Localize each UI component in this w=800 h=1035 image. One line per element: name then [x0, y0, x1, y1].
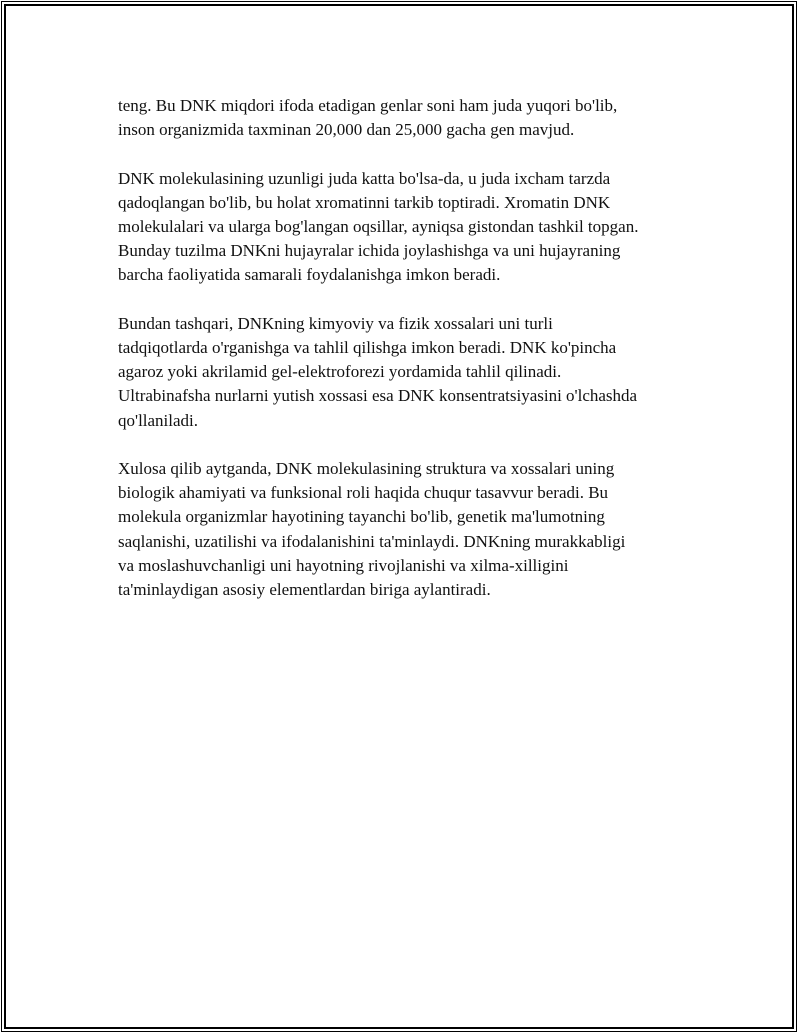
- paragraph-2: DNK molekulasining uzunligi juda katta bo'lsa-da, u juda ixcham tarzda qadoqlangan bo'lib, bu holat xromatinni tarkib toptiradi. Xromatin DNK molekulalari va ularga bog'langan oqsillar, ayniqsa gistondan tashkil topgan. Bunday tuzilma DNKni hujayralar ichida joylashishga va uni hujayraning barcha faoliyatida samarali foydalanishga imkon beradi.: [118, 168, 639, 285]
- paragraph-1: teng. Bu DNK miqdori ifoda etadigan genlar soni ham juda yuqori bo'lib, inson organizmida taxminan 20,000 dan 25,000 gacha gen mavjud.: [118, 96, 618, 140]
- paragraph-4: Xulosa qilib aytganda, DNK molekulasining struktura va xossalari uning biologik ahamiyati va funksional roli haqida chuqur tasavvur beradi. Bu molekula organizmlar hayotining tayanchi bo'lib, genetik ma'lumotning saqlanishi, uzatilishi va ifodalanishini ta'minlaydi. DNKning murakkabligi va moslashuvchanligi uni hayotning rivojlanishi va xilma-xilligini ta'minlaydigan asosiy elementlardan biriga aylantiradi.: [118, 459, 626, 600]
- paragraph-3: Bundan tashqari, DNKning kimyoviy va fizik xossalari uni turli tadqiqotlarda o'rganishga va tahlil qilishga imkon beradi. DNK ko'pincha agaroz yoki akrilamid gel-elektroforezi yordamida tahlil qilinadi. Ultrabinafsha nurlarni yutish xossasi esa DNK konsentratsiyasini o'lchashda qo'llaniladi.: [118, 313, 638, 430]
- document-body: [118, 94, 688, 626]
